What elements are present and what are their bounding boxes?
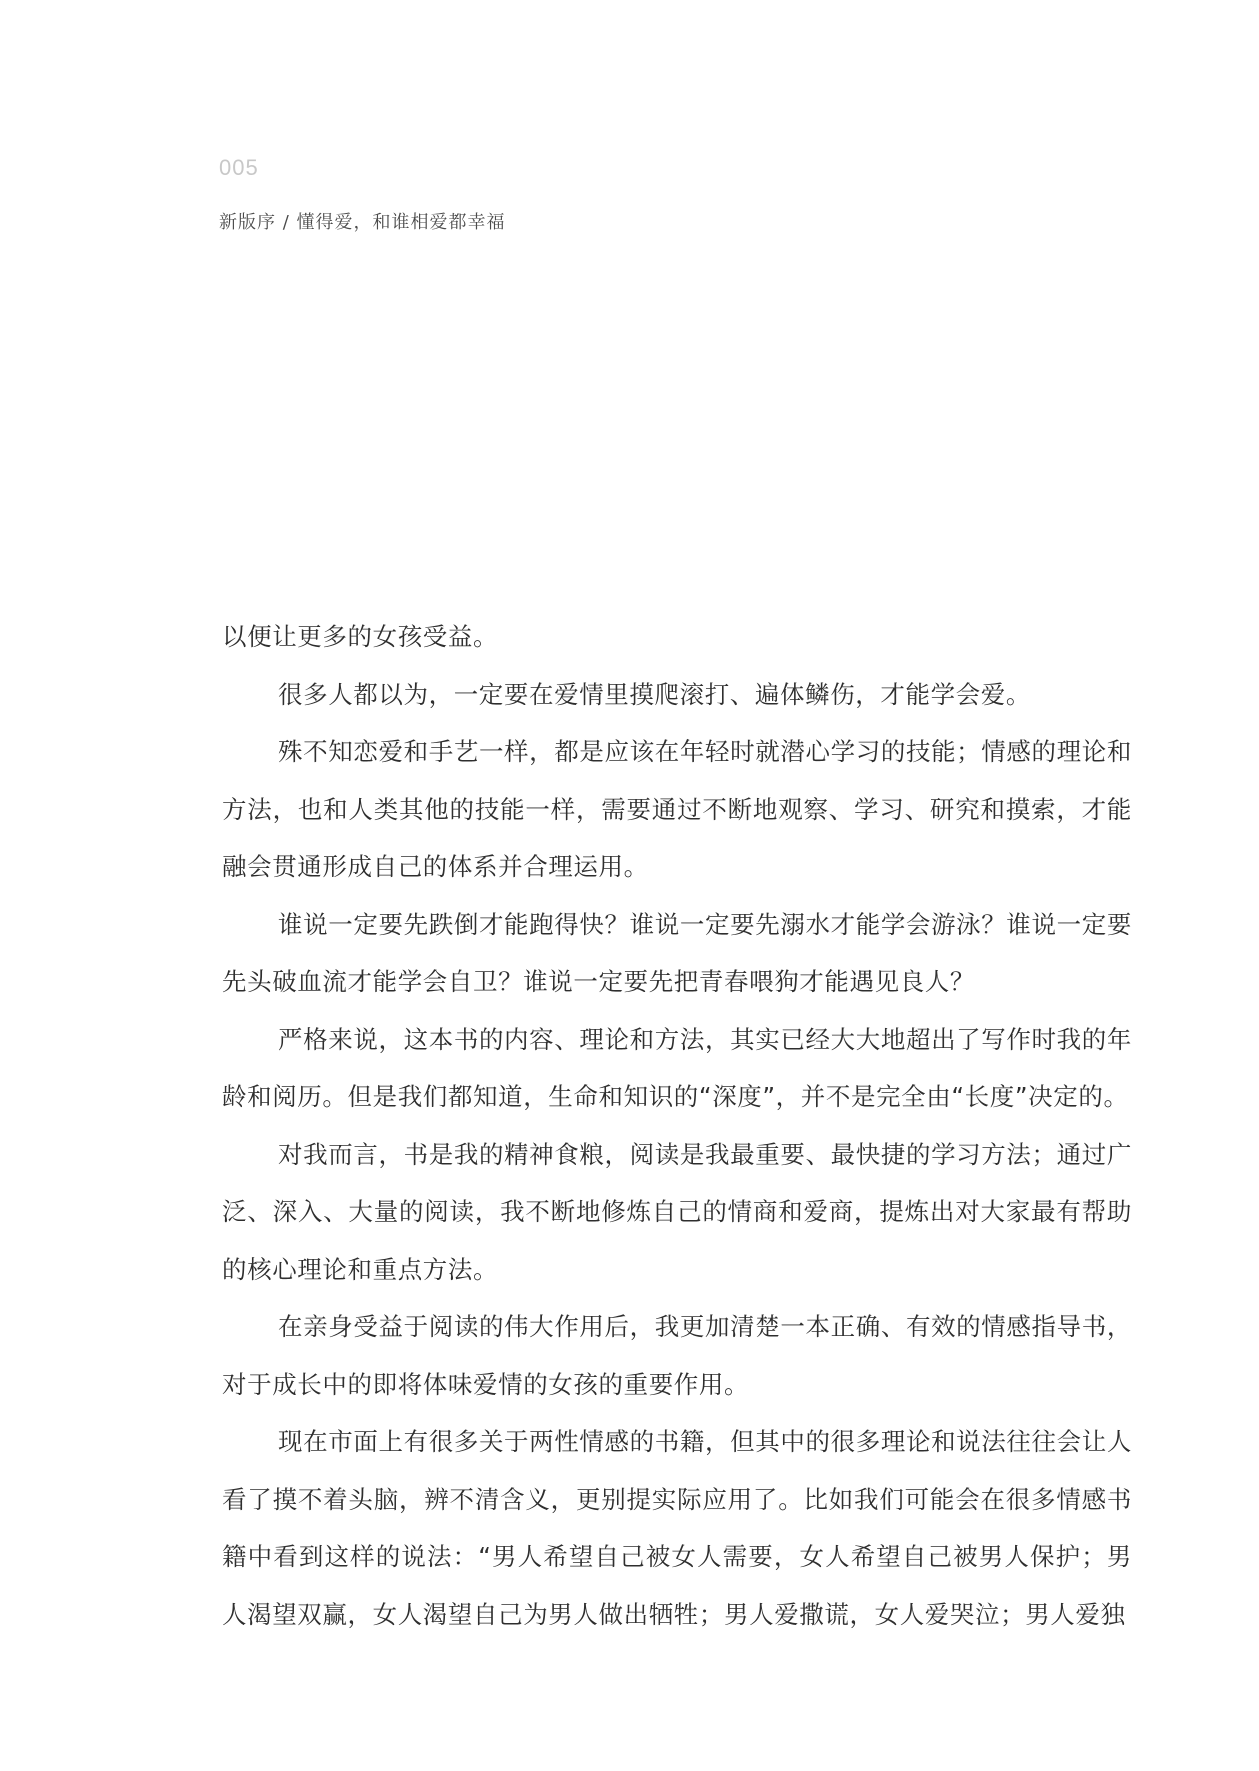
paragraph: 殊不知恋爱和手艺一样，都是应该在年轻时就潜心学习的技能；情感的理论和方法，也和人类其他的技能一样，需要通过不断地观察、学习、研究和摸索，才能融会贯通形成自己的体系并合理运用。 <box>222 737 1132 881</box>
paragraph: 谁说一定要先跌倒才能跑得快？谁说一定要先溺水才能学会游泳？谁说一定要先头破血流才能学会自卫？谁说一定要先把青春喂狗才能遇见良人？ <box>222 909 1132 996</box>
paragraph: 很多人都以为，一定要在爱情里摸爬滚打、遍体鳞伤，才能学会爱。 <box>278 679 1031 709</box>
paragraph: 对我而言，书是我的精神食粮，阅读是我最重要、最快捷的学习方法；通过广泛、深入、大量的阅读，我不断地修炼自己的情商和爱商，提炼出对大家最有帮助的核心理论和重点方法。 <box>222 1139 1132 1284</box>
paragraph: 严格来说，这本书的内容、理论和方法，其实已经大大地超出了写作时我的年龄和阅历。但是我们都知道，生命和知识的“深度”，并不是完全由“长度”决定的。 <box>222 1024 1132 1111</box>
page-number: 005 <box>219 155 259 180</box>
paragraph: 现在市面上有很多关于两性情感的书籍，但其中的很多理论和说法往往会让人看了摸不着头脑，辨不清含义，更别提实际应用了。比如我们可能会在很多情感书籍中看到这样的说法：“男人希望自己被女人需要，女人希望自己被男人保护；男人渴望双赢，女人渴望自己为男人做出牺牲；男人爱撒谎，女人爱哭泣；男人爱独 <box>222 1427 1132 1629</box>
body-text <box>222 608 1132 1643</box>
running-header-title: 新版序 / 懂得爱，和谁相爱都幸福 <box>219 212 506 233</box>
paragraph: 在亲身受益于阅读的伟大作用后，我更加清楚一本正确、有效的情感指导书，对于成长中的即将体味爱情的女孩的重要作用。 <box>222 1312 1132 1399</box>
paragraph: 以便让更多的女孩受益。 <box>222 622 499 651</box>
